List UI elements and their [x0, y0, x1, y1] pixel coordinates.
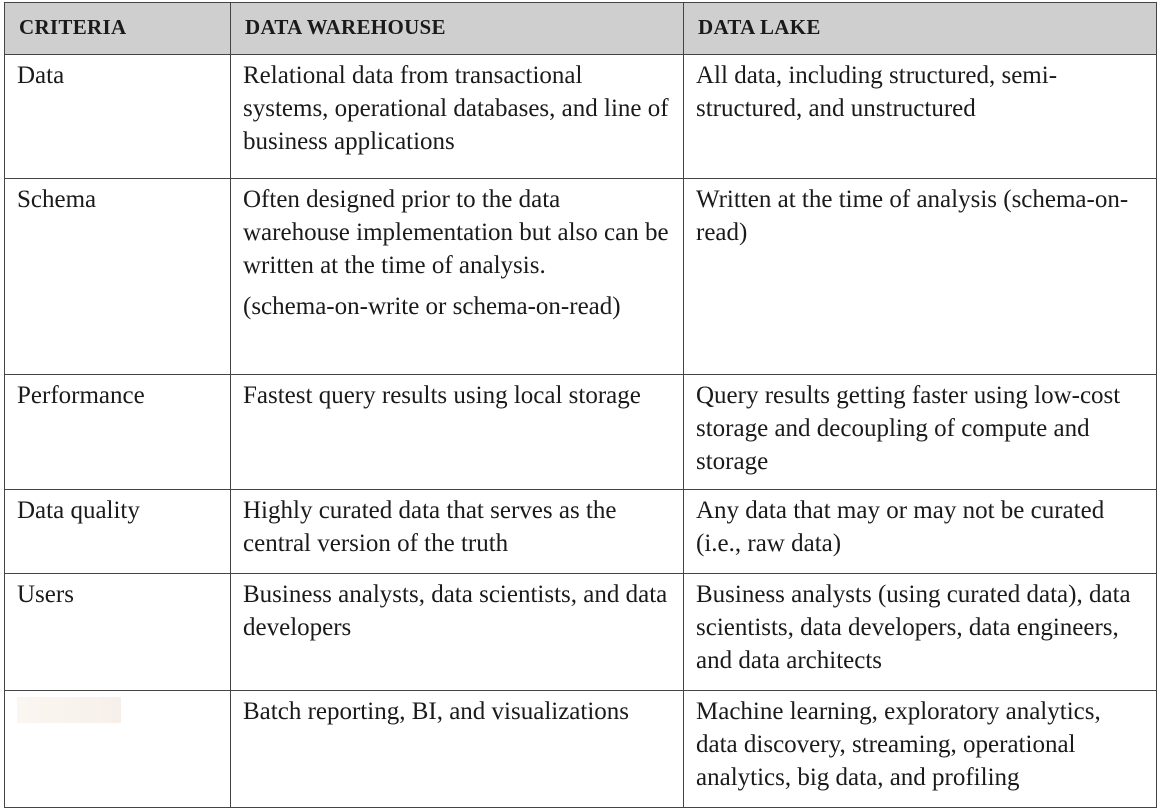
- lake-cell: All data, including structured, semi-structured, and unstructured: [684, 55, 1157, 179]
- warehouse-note: (schema-on-write or schema-on-read): [243, 293, 621, 320]
- header-data-warehouse: DATA WAREHOUSE: [231, 3, 684, 55]
- warehouse-text: Batch reporting, BI, and visualizations: [243, 698, 630, 725]
- table-header: [5, 3, 1157, 55]
- table-row-performance: [5, 375, 1157, 490]
- table-body: [5, 55, 1157, 808]
- redacted-label: [17, 697, 121, 723]
- warehouse-cell: [231, 179, 684, 375]
- lake-cell: Any data that may or may not be curated (i.e., raw data): [684, 490, 1157, 574]
- warehouse-cell: [231, 691, 684, 808]
- warehouse-text: Relational data from transactional systems, operational databases, and line of business applications: [243, 62, 669, 155]
- warehouse-cell: [231, 375, 684, 490]
- table-row-analytics: [5, 691, 1157, 808]
- warehouse-cell: [231, 574, 684, 691]
- table-row-data-quality: [5, 490, 1157, 574]
- lake-cell: Written at the time of analysis (schema-on-read): [684, 179, 1157, 375]
- table-row-users: [5, 574, 1157, 691]
- lake-cell: Query results getting faster using low-cost storage and decoupling of compute and storage: [684, 375, 1157, 490]
- lake-cell: Machine learning, exploratory analytics, data discovery, streaming, operational analytics, big data, and profiling: [684, 691, 1157, 808]
- criteria-cell: Users: [5, 574, 231, 691]
- warehouse-text: Business analysts, data scientists, and data developers: [243, 581, 668, 641]
- criteria-cell: Performance: [5, 375, 231, 490]
- comparison-table: [4, 2, 1157, 808]
- warehouse-text: Fastest query results using local storage: [243, 382, 641, 409]
- header-row: [5, 3, 1157, 55]
- header-data-lake: DATA LAKE: [684, 3, 1157, 55]
- table-row-schema: [5, 179, 1157, 375]
- warehouse-text: Highly curated data that serves as the central version of the truth: [243, 497, 617, 557]
- table-row-data: [5, 55, 1157, 179]
- warehouse-cell: [231, 55, 684, 179]
- criteria-cell: Data: [5, 55, 231, 179]
- header-criteria: CRITERIA: [5, 3, 231, 55]
- criteria-cell-redacted: [5, 691, 231, 808]
- criteria-cell: Data quality: [5, 490, 231, 574]
- warehouse-cell: [231, 490, 684, 574]
- criteria-cell: Schema: [5, 179, 231, 375]
- lake-cell: Business analysts (using curated data), data scientists, data developers, data engineers, and data architects: [684, 574, 1157, 691]
- warehouse-text: Often designed prior to the data warehouse implementation but also can be written at the time of analysis.: [243, 186, 669, 279]
